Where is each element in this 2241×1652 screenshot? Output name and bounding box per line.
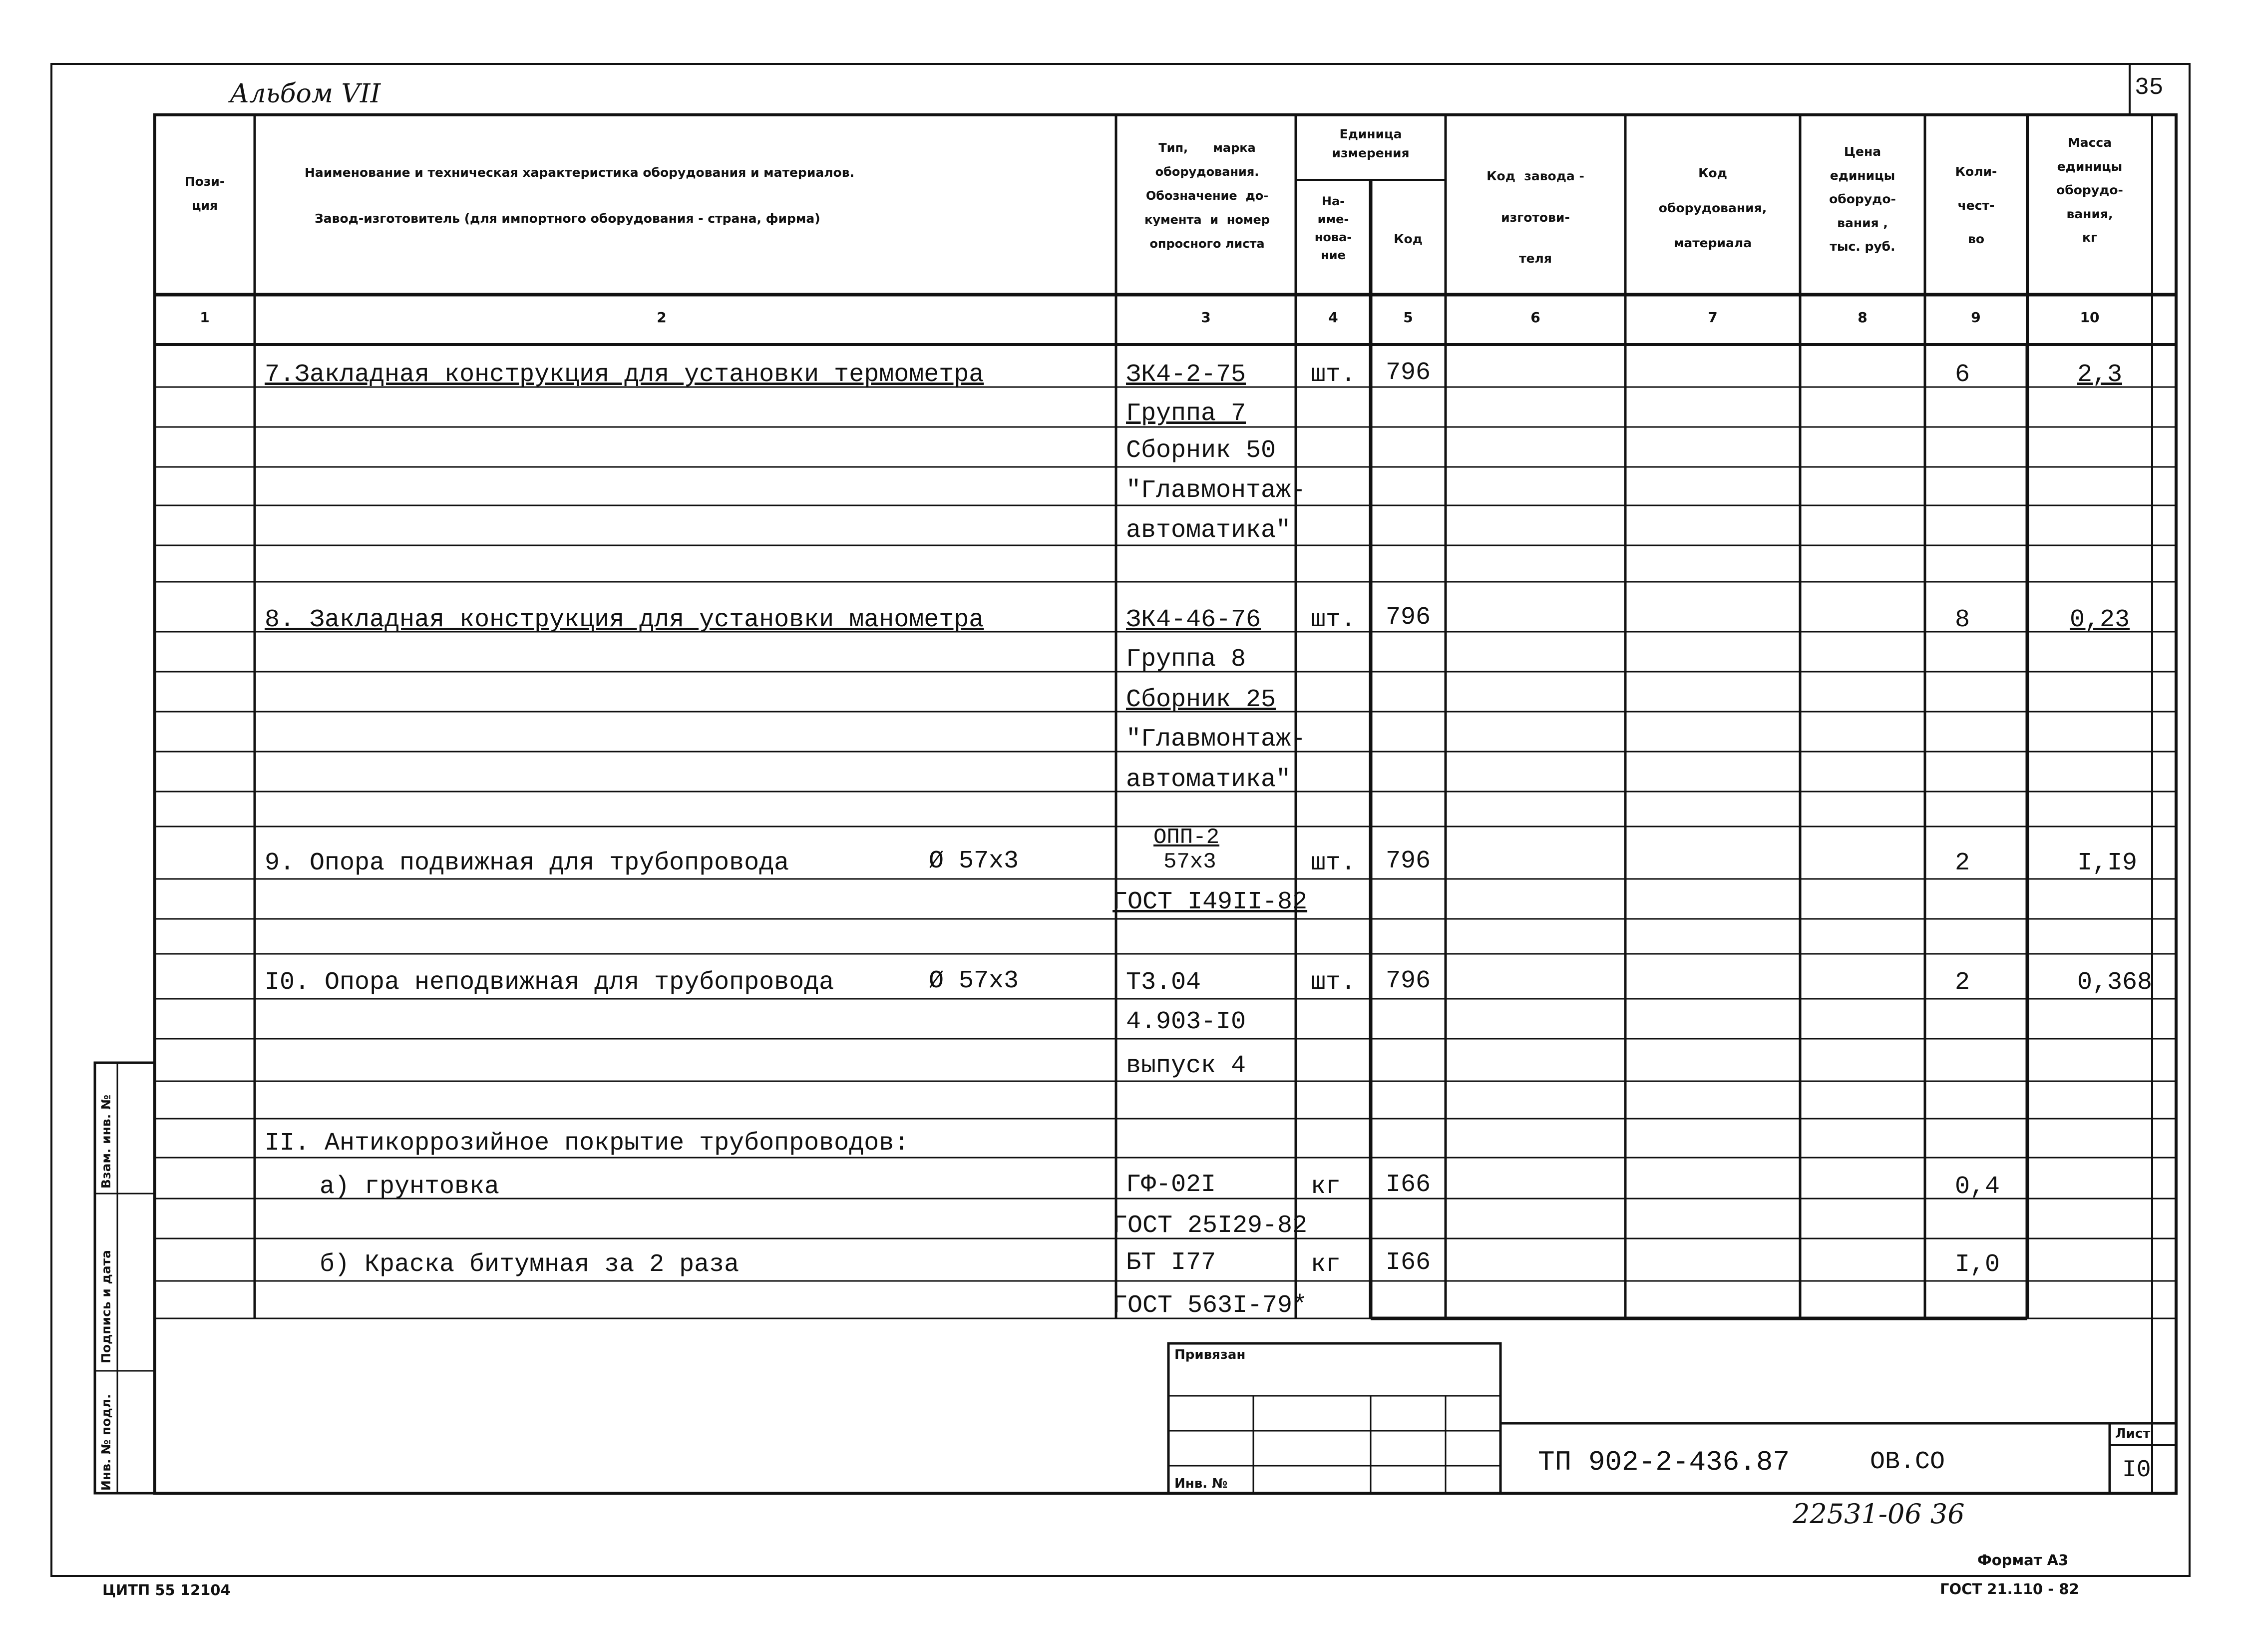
item-type: 4.903-I0 [1126, 1008, 1246, 1036]
document-section: ОВ.СО [1870, 1448, 1945, 1476]
item-code: 796 [1386, 967, 1431, 995]
footer-format: Формат А3 [1977, 1552, 2069, 1569]
item-unit: шт. [1311, 361, 1356, 389]
item-code: 796 [1386, 847, 1431, 875]
column-number: 5 [1403, 309, 1413, 326]
item-qty: 2 [1955, 849, 1970, 877]
item-name: 8. Закладная конструкция для установки манометра [265, 606, 984, 634]
archive-number: 22531-06 36 [1793, 1498, 1965, 1530]
header-price: Цена единицы оборудо- вания , тыс. руб. [1829, 144, 1896, 254]
item-type: ЗК4-2-75 [1126, 361, 1246, 389]
side-label-inv-podl: Инв. № подл. [99, 1394, 113, 1491]
item-code: 796 [1386, 603, 1431, 632]
item-type-fraction-bottom: 57х3 [1163, 849, 1216, 874]
header-unit-group: Единица измерения [1332, 127, 1410, 160]
item-name: 9. Опора подвижная для трубопровода [265, 849, 789, 877]
item-type: ГОСТ 563I-79* [1113, 1291, 1308, 1320]
item-name: II. Антикоррозийное покрытие трубопроводов: [265, 1129, 909, 1158]
column-number: 7 [1708, 309, 1718, 326]
item-dimension: Ø 57х3 [929, 967, 1019, 995]
item-code: 796 [1386, 359, 1431, 387]
column-number: 6 [1530, 309, 1540, 326]
item-qty: 2 [1955, 968, 1970, 997]
item-type: "Главмонтаж- [1126, 476, 1306, 505]
item-type-fraction-top: ОПП-2 [1153, 825, 1220, 850]
column-number: 9 [1971, 309, 1981, 326]
item-type: автоматика" [1126, 516, 1291, 545]
header-mass: Масса единицы оборудо- вания, кг [2056, 135, 2123, 245]
side-label-vzam: Взам. инв. № [99, 1095, 113, 1189]
item-mass: 0,23 [2070, 606, 2130, 634]
footer-standard: ГОСТ 21.110 - 82 [1940, 1581, 2079, 1598]
item-type: ГОСТ I49II-82 [1113, 888, 1308, 916]
item-type: БТ I77 [1126, 1248, 1216, 1277]
item-type: автоматика" [1126, 766, 1291, 794]
column-number: 8 [1858, 309, 1868, 326]
column-number: 3 [1201, 309, 1211, 326]
header-quantity: Коли- чест- во [1955, 164, 1997, 246]
item-qty: 8 [1955, 606, 1970, 634]
column-number: 4 [1328, 309, 1338, 326]
item-type: ЗК4-46-76 [1126, 606, 1261, 634]
album-label: Альбом VII [230, 79, 381, 109]
item-dimension: Ø 57х3 [929, 847, 1019, 875]
item-qty: I,0 [1955, 1250, 2000, 1279]
column-number: 2 [657, 309, 667, 326]
item-type: выпуск 4 [1126, 1052, 1246, 1080]
item-name: а) грунтовка [320, 1173, 500, 1201]
sheet-number: I0 [2122, 1457, 2151, 1484]
stamp-privyazan: Привязан [1174, 1347, 1246, 1362]
header-position: Пози- ция [184, 174, 225, 213]
item-type: Сборник 50 [1126, 436, 1276, 465]
item-type: Группа 8 [1126, 645, 1246, 674]
item-mass: 0,368 [2077, 968, 2153, 997]
item-unit: кг [1311, 1250, 1341, 1279]
stamp-inv-no: Инв. № [1174, 1476, 1228, 1491]
item-type: Т3.04 [1126, 968, 1201, 997]
item-type: "Главмонтаж- [1126, 725, 1306, 754]
item-mass: I,I9 [2077, 849, 2138, 877]
header-name-line1: Наименование и техническая характеристика оборудования и материалов. [305, 165, 855, 180]
item-unit: шт. [1311, 968, 1356, 997]
item-code: I66 [1386, 1248, 1431, 1277]
item-mass: 2,3 [2077, 361, 2123, 389]
item-type: ГФ-02I [1126, 1171, 1216, 1199]
item-name: б) Краска битумная за 2 раза [320, 1250, 740, 1279]
item-type: ГОСТ 25I29-82 [1113, 1212, 1308, 1240]
item-qty: 6 [1955, 361, 1970, 389]
header-type: Тип, марка оборудования. Обозначение до- кумента и номер опросного листа [1144, 141, 1270, 251]
item-unit: кг [1311, 1173, 1341, 1201]
item-name: I0. Опора неподвижная для трубопровода [265, 968, 834, 997]
item-type: Группа 7 [1126, 400, 1246, 428]
document-code: ТП 902-2-436.87 [1538, 1446, 1790, 1478]
header-name-line2: Завод-изготовитель (для импортного оборудования - страна, фирма) [315, 211, 820, 226]
side-label-podpis: Подпись и дата [99, 1249, 113, 1363]
footer-left: ЦИТП 55 12104 [102, 1582, 231, 1599]
sheet-label: Лист [2115, 1426, 2151, 1441]
item-unit: шт. [1311, 849, 1356, 877]
column-number: 10 [2080, 309, 2100, 326]
item-name: 7.Закладная конструкция для установки термометра [265, 361, 984, 389]
header-unit-name: На- име- нова- ние [1314, 194, 1352, 262]
page-number: 35 [2135, 74, 2164, 101]
item-qty: 0,4 [1955, 1173, 2000, 1201]
item-type: Сборник 25 [1126, 686, 1276, 714]
header-equipment-code: Код оборудования, материала [1658, 166, 1767, 250]
item-unit: шт. [1311, 606, 1356, 634]
column-number: 1 [200, 309, 210, 326]
header-factory-code: Код завода - изготови- теля [1487, 169, 1584, 266]
header-unit-code: Код [1394, 232, 1423, 246]
item-code: I66 [1386, 1171, 1431, 1199]
